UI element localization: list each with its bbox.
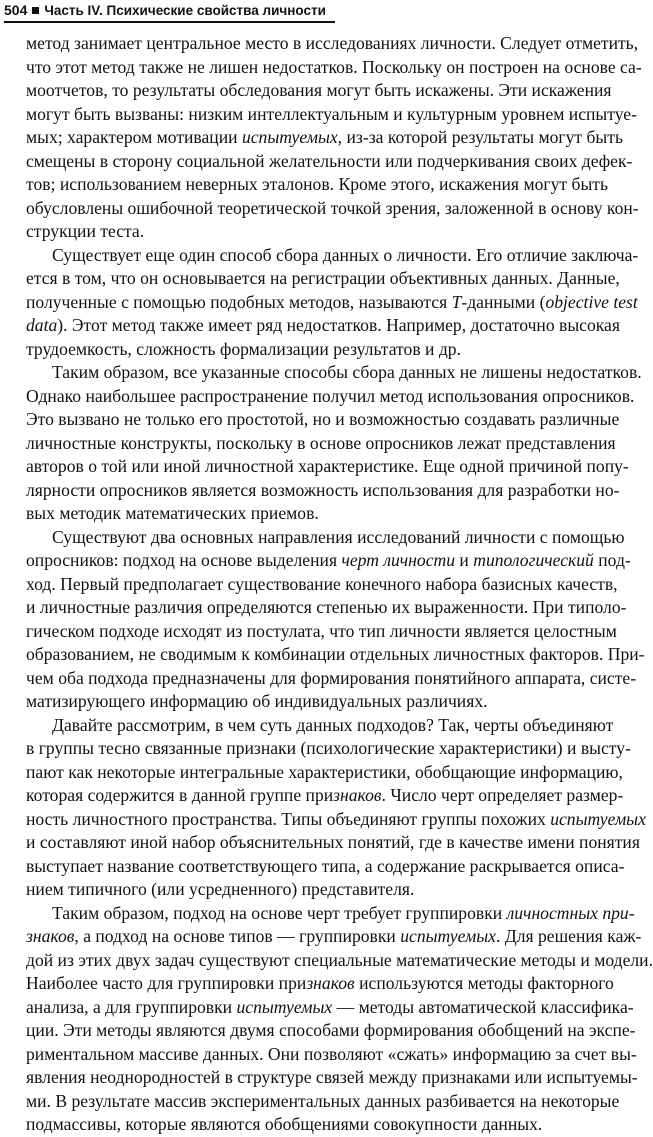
text-line: дой из этих двух задач существуют специальные математические методы и модели. bbox=[26, 949, 653, 970]
text-line: матизирующего информацию об индивидуальных различиях. bbox=[26, 691, 488, 711]
text-line: метод занимает центральное место в исследованиях личности. Следует отметить, bbox=[26, 33, 639, 53]
text-line: риментальном массиве данных. Они позволяют «сжать» информацию за счет вы- bbox=[26, 1043, 637, 1064]
text-line: вых методик математических приемов. bbox=[26, 503, 319, 523]
text-line: чем оба подхода предназначены для формирования понятийного аппарата, систе- bbox=[26, 667, 637, 688]
text-line: смещены в сторону социальной желательности или подчеркивания своих дефек- bbox=[26, 150, 633, 171]
text-line: ход. Первый предполагает существование конечного набора базисных качеств, bbox=[26, 573, 618, 594]
page-header bbox=[4, 0, 326, 20]
text-line: ется в том, что он основывается на регистрации объективных данных. Данные, bbox=[26, 268, 620, 288]
text-line: гическом подходе исходят из постулата, что тип личности является целостным bbox=[26, 620, 617, 641]
square-bullet-icon bbox=[32, 7, 39, 14]
text-line: data). Этот метод также имеет ряд недостатков. Например, достаточно высокая bbox=[26, 315, 620, 335]
text-line: которая содержится в данной группе признаков. Число черт определяет размер- bbox=[26, 785, 624, 805]
text-line: Существуют два основных направления исследований личности с помощью bbox=[52, 526, 625, 547]
text-line: Это вызвано не только его простотой, но и возможностью создавать различные bbox=[26, 409, 620, 429]
text-line: опросников: подход на основе выделения черт личности и типологический под- bbox=[26, 550, 631, 570]
text-line: в группы тесно связанные признаки (психологические характеристики) и высту- bbox=[26, 738, 631, 758]
text-line: мых; характером мотивации испытуемых, из-за которой результаты могут быть bbox=[26, 127, 623, 147]
text-line: и личностные различия определяются степенью их выраженности. При типоло- bbox=[26, 597, 627, 617]
text-line: Давайте рассмотрим, в чем суть данных подходов? Так, черты объединяют bbox=[52, 714, 614, 735]
text-line: личностные конструкты, поскольку в основе опросников лежат представления bbox=[26, 432, 616, 453]
text-line: Таким образом, все указанные способы сбора данных не лишены недостатков. bbox=[52, 362, 642, 382]
text-line: и составляют иной набор объяснительных понятий, где в качестве имени понятия bbox=[26, 832, 640, 852]
text-line: анализа, а для группировки испытуемых — методы автоматической классифика- bbox=[26, 996, 634, 1017]
text-line: ми. В результате массив экспериментальных данных разбивается на некоторые bbox=[26, 1090, 620, 1111]
text-line: Существует еще один способ сбора данных о личности. Его отличие заключа- bbox=[52, 244, 639, 265]
text-line: выступает название соответствующего типа, а содержание раскрывается описа- bbox=[26, 855, 625, 876]
text-line: обусловлены ошибочной теоретической точкой зрения, заложенной в основу кон- bbox=[26, 197, 639, 218]
text-line: Наиболее часто для группировки признаков используются методы факторного bbox=[26, 973, 614, 993]
text-line: что этот метод также не лишен недостатков. Поскольку он построен на основе са- bbox=[26, 56, 642, 77]
text-line: Однако наибольшее распространение получил метод использования опросников. bbox=[26, 385, 635, 406]
text-line: подмассивы, которые являются обобщениями совокупности данных. bbox=[26, 1114, 543, 1134]
text-line: лярности опросников является возможность использования для разработки но- bbox=[26, 479, 620, 500]
text-line: явления неоднородностей в структуре связей между признаками или испытуемы- bbox=[26, 1067, 638, 1087]
text-line: образованием, не сводимым к комбинации отдельных личностных факторов. При- bbox=[26, 644, 645, 664]
text-line: полученные с помощью подобных методов, называются T-данными (objective test bbox=[26, 291, 638, 312]
text-line: Таким образом, подход на основе черт требует группировки личностных при- bbox=[52, 902, 635, 923]
page-number: 504 bbox=[4, 2, 28, 18]
text-line: авторов о той или иной личностной характеристике. Еще одной причиной попу- bbox=[26, 456, 629, 476]
text-line: нием типичного (или усредненного) представителя. bbox=[26, 879, 415, 899]
body-text bbox=[26, 32, 653, 1137]
text-line: трудоемкость, сложность формализации результатов и др. bbox=[26, 338, 461, 359]
text-line: ции. Эти методы являются двумя способами формирования обобщений на экспе- bbox=[26, 1020, 636, 1040]
text-line: моотчетов, то результаты обследования могут быть искажены. Эти искажения bbox=[26, 80, 612, 100]
text-line: ность личностного пространства. Типы объединяют группы похожих испытуемых bbox=[26, 808, 646, 829]
text-line: могут быть вызваны: низким интеллектуальным и культурным уровнем испытуе- bbox=[26, 103, 637, 124]
header-rule bbox=[4, 21, 335, 23]
text-line: тов; использованием неверных эталонов. Кроме этого, искажения могут быть bbox=[26, 174, 608, 194]
text-line: пают как некоторые интегральные характеристики, обобщающие информацию, bbox=[26, 761, 623, 782]
text-line: знаков, а подход на основе типов — группировки испытуемых. Для решения каж- bbox=[26, 926, 642, 946]
running-title: Часть IV. Психические свойства личности bbox=[44, 2, 326, 18]
text-line: струкции теста. bbox=[26, 221, 145, 241]
